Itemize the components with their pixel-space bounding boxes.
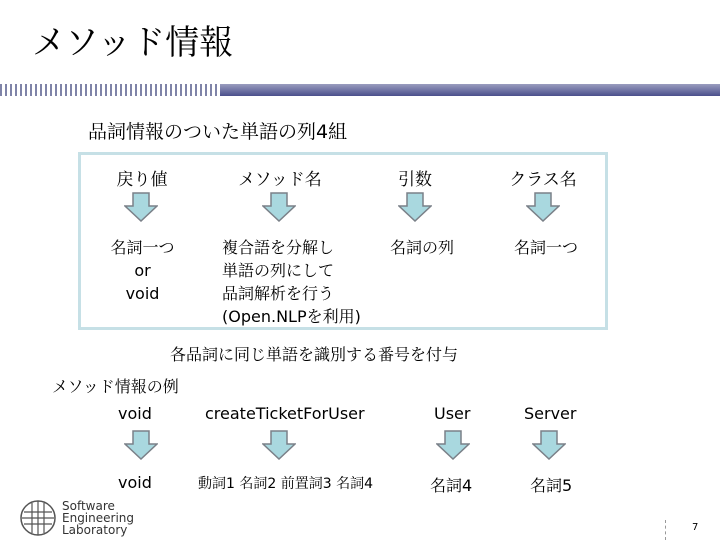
example-return-value-pos: void: [118, 473, 152, 492]
down-arrow-icon: [436, 430, 470, 460]
example-label: メソッド情報の例: [52, 377, 179, 396]
lab-emblem-icon: [18, 498, 58, 538]
class-name-description: 名詞一つ: [514, 238, 579, 257]
column-header-class-name: クラス名: [509, 170, 577, 190]
down-arrow-icon: [532, 430, 566, 460]
example-return-value: void: [118, 404, 152, 423]
down-arrow-icon: [124, 192, 158, 222]
down-arrow-icon: [526, 192, 560, 222]
example-class-name: Server: [524, 404, 577, 423]
arguments-description: 名詞の列: [390, 238, 455, 257]
example-argument: User: [434, 404, 471, 423]
page-number-divider: [665, 520, 667, 540]
logo-line: Software: [62, 499, 115, 513]
logo-line: Laboratory: [62, 523, 128, 537]
subtitle: 品詞情報のついた単語の列4組: [88, 121, 348, 143]
page-title: メソッド情報: [32, 23, 234, 63]
down-arrow-icon: [398, 192, 432, 222]
lab-logo: [18, 498, 148, 540]
column-header-arguments: 引数: [398, 170, 432, 190]
title-underline-bar: [0, 84, 720, 96]
page-number: 7: [692, 522, 699, 533]
down-arrow-icon: [262, 192, 296, 222]
return-value-description: 名詞一つ or void: [110, 238, 175, 303]
down-arrow-icon: [262, 430, 296, 460]
example-method-name: createTicketForUser: [205, 404, 365, 423]
example-class-name-pos: 名詞5: [530, 476, 573, 495]
column-header-method-name: メソッド名: [238, 170, 322, 190]
example-argument-pos: 名詞4: [430, 476, 473, 495]
column-header-return-value: 戻り値: [116, 170, 168, 190]
logo-line: Engineering: [62, 511, 134, 525]
example-method-name-pos: 動詞1 名詞2 前置詞3 名詞4: [198, 476, 373, 492]
down-arrow-icon: [124, 430, 158, 460]
method-name-description: 複合語を分解し 単語の列にして 品詞解析を行う (Open.NLPを利用): [222, 238, 361, 326]
numbering-note: 各品詞に同じ単語を識別する番号を付与: [170, 345, 459, 364]
